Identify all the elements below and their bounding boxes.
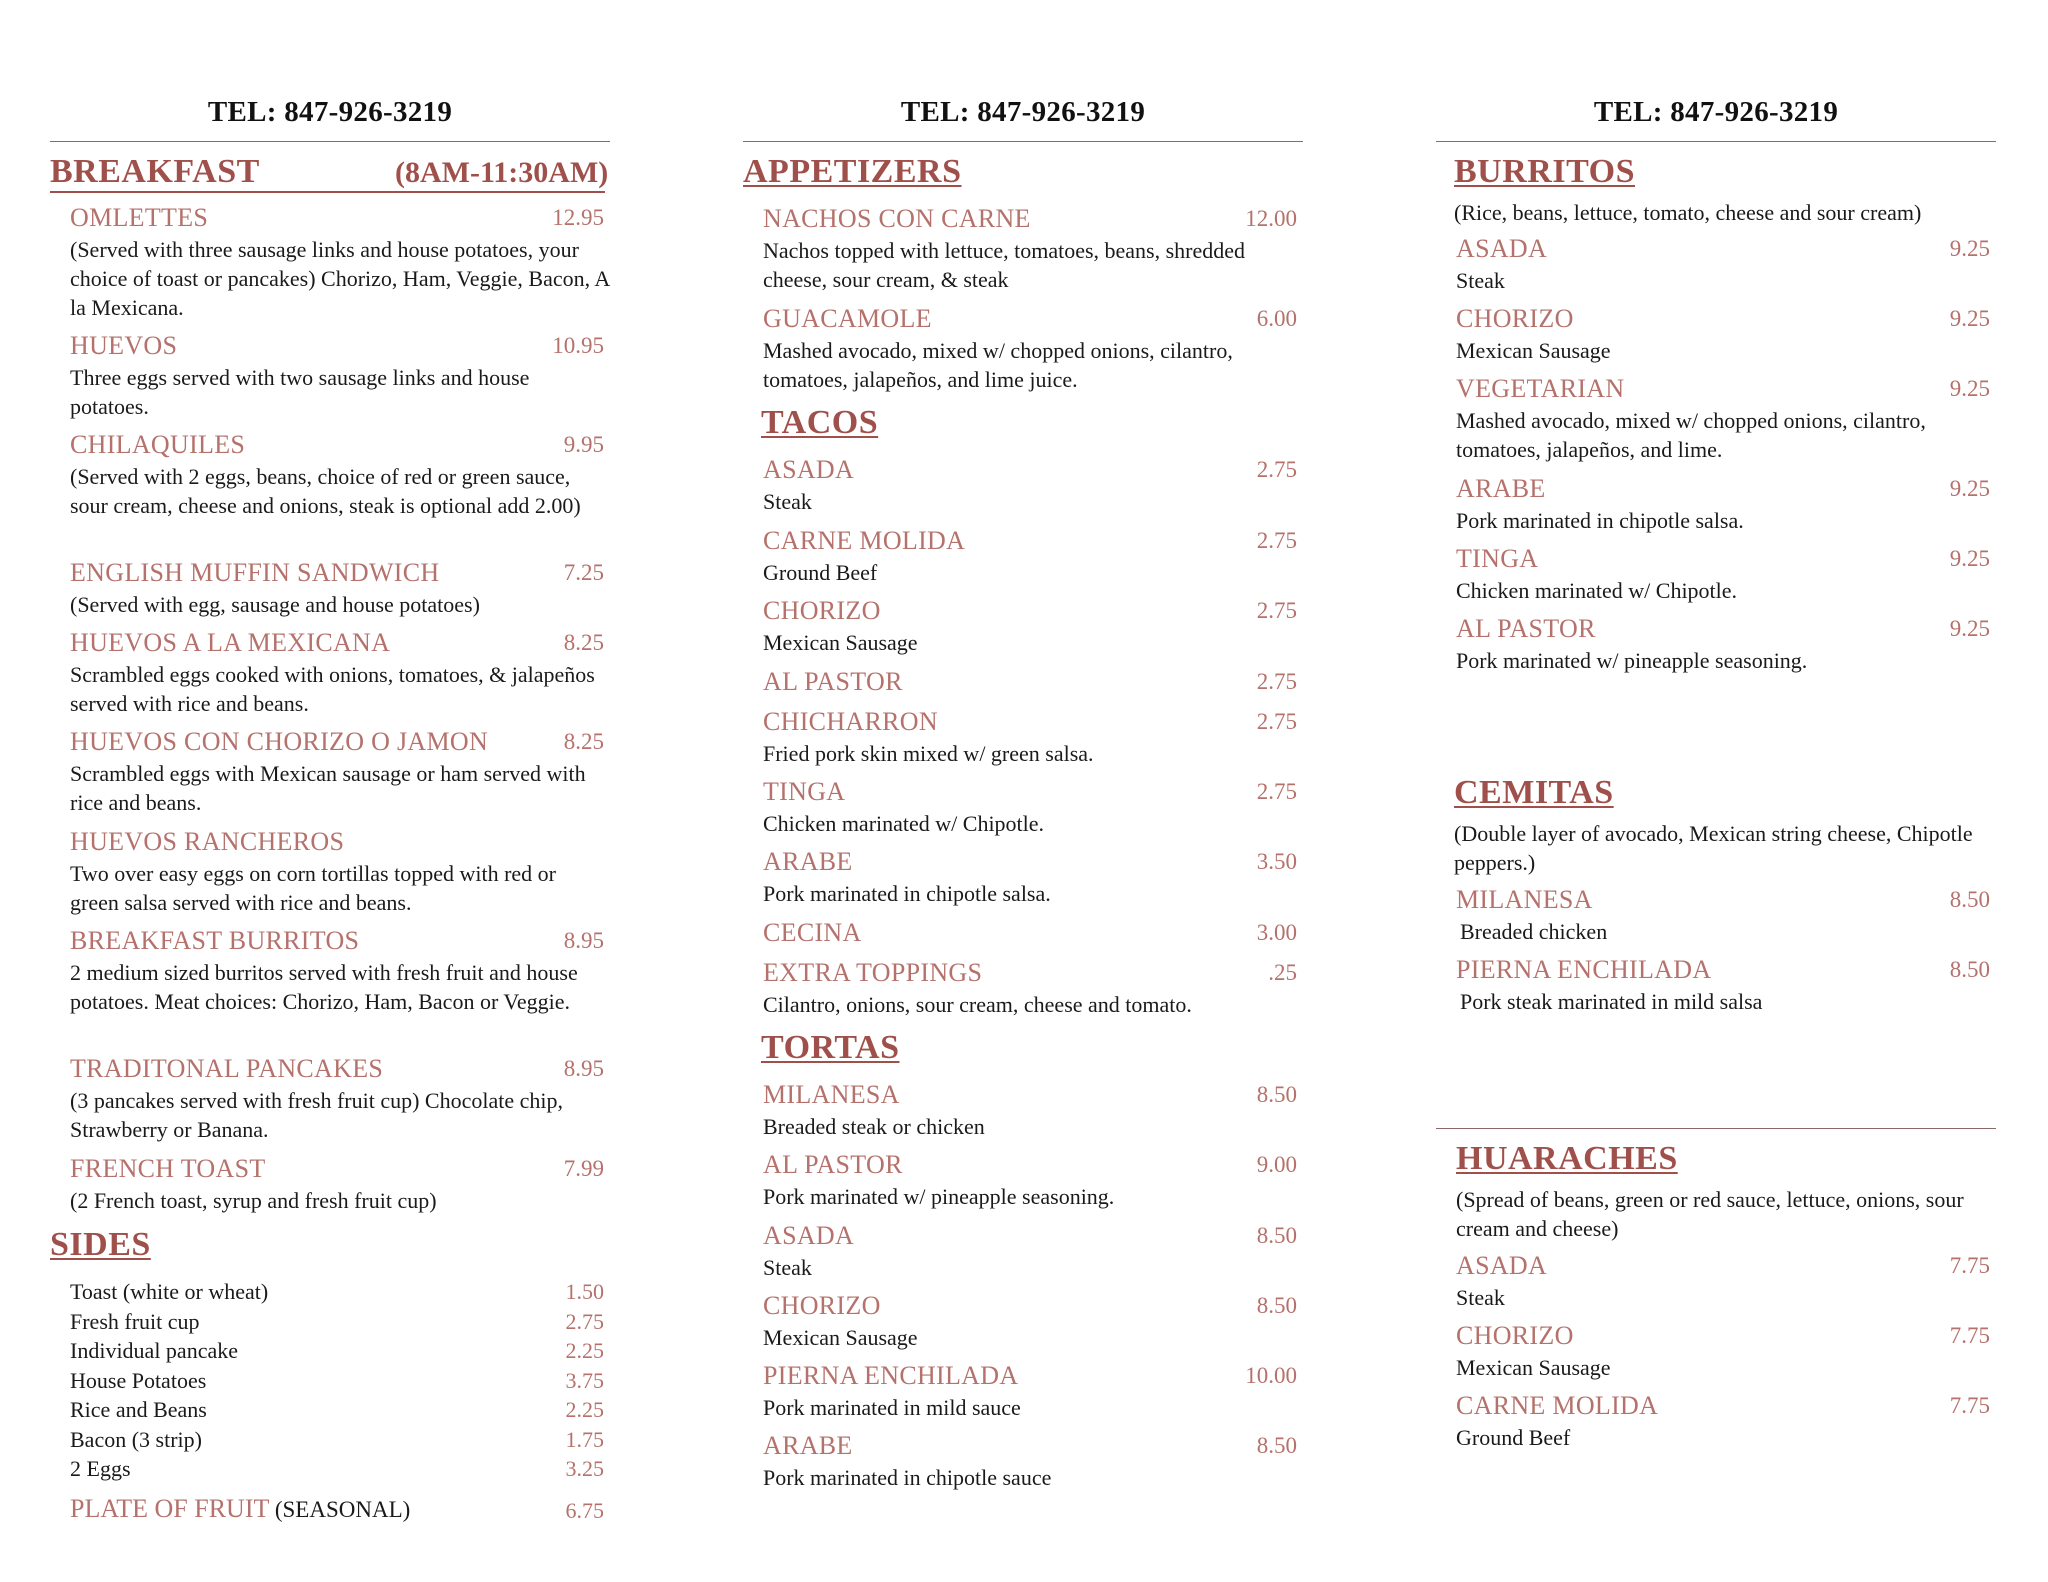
item-name: GUACAMOLE	[763, 304, 932, 333]
item-description: Steak	[1456, 1285, 1505, 1310]
section-title-breakfast: BREAKFAST	[50, 153, 260, 190]
divider	[743, 141, 1303, 142]
menu-item	[70, 1054, 610, 1144]
section-note: (Double layer of avocado, Mexican string cheese, Chipotle peppers.)	[1454, 821, 1973, 875]
list-item	[70, 1456, 610, 1486]
item-name: NACHOS CON CARNE	[763, 204, 1031, 233]
side-price: 6.75	[565, 1498, 604, 1523]
menu-item	[763, 304, 1303, 394]
item-description: Cilantro, onions, sour cream, cheese and tomato.	[763, 992, 1192, 1017]
section-title-appetizers: APPETIZERS	[743, 153, 962, 190]
item-description: (2 French toast, syrup and fresh fruit cup)	[70, 1188, 437, 1213]
item-name: HUEVOS CON CHORIZO O JAMON	[70, 727, 489, 756]
menu-item	[1456, 374, 1996, 464]
list-item	[70, 1279, 610, 1309]
menu-item	[1456, 234, 1996, 295]
item-price: 8.50	[1949, 887, 1990, 912]
item-price: 7.75	[1949, 1323, 1990, 1348]
section-title-sides: SIDES	[50, 1226, 151, 1263]
menu-item	[1456, 304, 1996, 365]
menu-item	[1456, 614, 1996, 675]
side-price: 3.25	[565, 1456, 604, 1481]
menu-item	[70, 926, 610, 1016]
item-name: CARNE MOLIDA	[1456, 1391, 1659, 1420]
item-name: ASADA	[1456, 1251, 1548, 1280]
side-price: 2.25	[565, 1338, 604, 1363]
item-name: AL PASTOR	[1456, 614, 1596, 643]
item-name: AL PASTOR	[763, 667, 903, 696]
menu-item	[70, 203, 610, 322]
list-item-plate-of-fruit	[70, 1494, 610, 1524]
item-description: Nachos topped with lettuce, tomatoes, beans, shredded cheese, sour cream, & steak	[763, 238, 1246, 292]
item-name: TINGA	[1456, 544, 1539, 573]
item-name: ARABE	[1456, 474, 1546, 503]
menu-item	[70, 331, 610, 421]
item-description: Mexican Sausage	[1456, 338, 1611, 363]
section-title-huaraches: HUARACHES	[1456, 1140, 1678, 1177]
side-name: Rice and Beans	[70, 1397, 207, 1422]
plate-name: PLATE OF FRUIT	[70, 1494, 270, 1523]
item-name: HUEVOS A LA MEXICANA	[70, 628, 391, 657]
item-price: 2.75	[1256, 528, 1297, 553]
menu-item	[1456, 1251, 1996, 1312]
item-name: MILANESA	[763, 1080, 900, 1109]
item-price: 2.75	[1256, 598, 1297, 623]
menu-column-burritos	[1436, 0, 1996, 1582]
section-title-tortas: TORTAS	[761, 1029, 900, 1066]
item-description: (Served with three sausage links and house potatoes, your choice of toast or pancakes) Chorizo, Ham, Veggie, Bacon, A la Mexicana.	[70, 237, 610, 320]
item-name: CARNE MOLIDA	[763, 526, 966, 555]
section-note: (Rice, beans, lettuce, tomato, cheese and sour cream)	[1454, 200, 1922, 225]
item-name: CECINA	[763, 918, 862, 947]
item-name: EXTRA TOPPINGS	[763, 958, 983, 987]
item-description: 2 medium sized burritos served with fresh fruit and house potatoes. Meat choices: Chorizo, Ham, Bacon or Veggie.	[70, 960, 578, 1014]
side-price: 2.75	[565, 1309, 604, 1334]
item-price: 8.25	[563, 729, 604, 754]
item-name: MILANESA	[1456, 885, 1593, 914]
item-price: 9.00	[1256, 1152, 1297, 1177]
item-price: 9.25	[1949, 616, 1990, 641]
item-description: Two over easy eggs on corn tortillas topped with red or green salsa served with rice and beans.	[70, 861, 557, 915]
menu-item	[763, 204, 1303, 294]
item-price: 7.75	[1949, 1253, 1990, 1278]
item-price: 10.95	[552, 333, 604, 358]
item-description: (3 pancakes served with fresh fruit cup) Chocolate chip, Strawberry or Banana.	[70, 1088, 563, 1142]
section-note: (Spread of beans, green or red sauce, lettuce, onions, sour cream and cheese)	[1456, 1187, 1964, 1241]
list-item	[70, 1368, 610, 1398]
item-description: Pork steak marinated in mild salsa	[1460, 989, 1763, 1014]
item-price: 9.95	[563, 432, 604, 457]
item-description: Pork marinated in chipotle salsa.	[1456, 508, 1744, 533]
item-name: ENGLISH MUFFIN SANDWICH	[70, 558, 440, 587]
item-description: Ground Beef	[1456, 1425, 1571, 1450]
item-name: CHILAQUILES	[70, 430, 246, 459]
item-name: ASADA	[1456, 234, 1548, 263]
list-item	[70, 1309, 610, 1339]
item-price: 3.00	[1256, 920, 1297, 945]
menu-item	[763, 596, 1303, 657]
menu-item	[70, 558, 610, 619]
item-description: Fried pork skin mixed w/ green salsa.	[763, 741, 1094, 766]
item-description: Chicken marinated w/ Chipotle.	[763, 811, 1045, 836]
item-description: (Served with 2 eggs, beans, choice of red or green sauce, sour cream, cheese and onions, steak is optional add 2.00)	[70, 464, 581, 518]
menu-item	[1456, 885, 1996, 946]
item-name: CHICHARRON	[763, 707, 938, 736]
item-name: ARABE	[763, 847, 853, 876]
menu-item	[763, 777, 1303, 838]
divider	[1436, 141, 1996, 142]
phone-number: TEL: 847-926-3219	[207, 96, 453, 128]
menu-item	[1456, 544, 1996, 605]
menu-item	[763, 918, 1303, 950]
item-description: Steak	[763, 489, 812, 514]
item-description: Scrambled eggs with Mexican sausage or ham served with rice and beans.	[70, 761, 586, 815]
phone-number: TEL: 847-926-3219	[900, 96, 1146, 128]
item-price: 7.25	[563, 560, 604, 585]
menu-item	[1456, 1321, 1996, 1382]
item-price: 9.25	[1949, 546, 1990, 571]
divider	[1436, 1128, 1996, 1129]
item-description: Mexican Sausage	[763, 1325, 918, 1350]
menu-item	[70, 827, 610, 917]
item-price: 7.75	[1949, 1393, 1990, 1418]
item-price: 2.75	[1256, 779, 1297, 804]
item-description: Breaded chicken	[1460, 919, 1608, 944]
item-price: .25	[1268, 960, 1297, 985]
item-price: 8.50	[1949, 957, 1990, 982]
item-price: 8.95	[563, 928, 604, 953]
menu-column-appetizers	[743, 0, 1303, 1582]
item-description: Steak	[763, 1255, 812, 1280]
side-name: Fresh fruit cup	[70, 1309, 200, 1334]
side-price: 1.50	[565, 1279, 604, 1304]
item-description: (Served with egg, sausage and house potatoes)	[70, 592, 480, 617]
side-name: Bacon (3 strip)	[70, 1427, 202, 1452]
item-description: Mashed avocado, mixed w/ chopped onions, cilantro, tomatoes, jalapeños, and lime.	[1456, 408, 1926, 462]
item-description: Steak	[1456, 268, 1505, 293]
item-description: Chicken marinated w/ Chipotle.	[1456, 578, 1738, 603]
item-description: Pork marinated in chipotle sauce	[763, 1465, 1052, 1490]
item-description: Pork marinated in mild sauce	[763, 1395, 1021, 1420]
item-name: CHORIZO	[1456, 304, 1574, 333]
item-name: TINGA	[763, 777, 846, 806]
item-name: VEGETARIAN	[1456, 374, 1625, 403]
menu-item	[763, 667, 1303, 699]
item-name: OMLETTES	[70, 203, 209, 232]
menu-item	[763, 1221, 1303, 1282]
item-description: Pork marinated w/ pineapple seasoning.	[763, 1184, 1115, 1209]
item-name: FRENCH TOAST	[70, 1154, 266, 1183]
item-price: 7.99	[563, 1156, 604, 1181]
menu-item	[1456, 474, 1996, 535]
item-description: Pork marinated w/ pineapple seasoning.	[1456, 648, 1808, 673]
item-price: 9.25	[1949, 236, 1990, 261]
menu-item	[763, 1361, 1303, 1422]
item-description: Pork marinated in chipotle salsa.	[763, 881, 1051, 906]
item-description: Scrambled eggs cooked with onions, tomatoes, & jalapeños served with rice and beans.	[70, 662, 595, 716]
list-item	[70, 1338, 610, 1368]
item-description: Breaded steak or chicken	[763, 1114, 985, 1139]
item-description: Mashed avocado, mixed w/ chopped onions, cilantro, tomatoes, jalapeños, and lime juice.	[763, 338, 1233, 392]
item-price: 2.75	[1256, 709, 1297, 734]
item-name: HUEVOS RANCHEROS	[70, 827, 345, 856]
side-name: House Potatoes	[70, 1368, 207, 1393]
item-name: CHORIZO	[763, 596, 881, 625]
side-name: Toast (white or wheat)	[70, 1279, 269, 1304]
menu-item	[763, 526, 1303, 587]
divider	[50, 141, 610, 142]
menu-item	[1456, 955, 1996, 1016]
item-name: CHORIZO	[1456, 1321, 1574, 1350]
item-price: 8.50	[1256, 1223, 1297, 1248]
side-name: Individual pancake	[70, 1338, 238, 1363]
item-name: AL PASTOR	[763, 1150, 903, 1179]
menu-item	[70, 628, 610, 718]
menu-item	[763, 958, 1303, 1019]
section-title-tacos: TACOS	[761, 404, 879, 441]
item-description: Mexican Sausage	[763, 630, 918, 655]
breakfast-hours: (8AM-11:30AM)	[395, 156, 609, 189]
item-name: HUEVOS	[70, 331, 178, 360]
item-price: 10.00	[1245, 1363, 1297, 1388]
item-price: 3.50	[1256, 849, 1297, 874]
item-name: ASADA	[763, 1221, 855, 1250]
menu-item	[763, 1431, 1303, 1492]
menu-item	[763, 1080, 1303, 1141]
item-name: TRADITONAL PANCAKES	[70, 1054, 384, 1083]
menu-item	[70, 727, 610, 817]
side-name: 2 Eggs	[70, 1456, 131, 1481]
item-name: ARABE	[763, 1431, 853, 1460]
item-name: CHORIZO	[763, 1291, 881, 1320]
item-price: 8.25	[563, 630, 604, 655]
item-price: 8.50	[1256, 1433, 1297, 1458]
item-name: BREAKFAST BURRITOS	[70, 926, 360, 955]
item-price: 9.25	[1949, 476, 1990, 501]
item-name: PIERNA ENCHILADA	[1456, 955, 1712, 984]
item-price: 8.50	[1256, 1082, 1297, 1107]
side-price: 3.75	[565, 1368, 604, 1393]
menu-item	[70, 1154, 610, 1215]
menu-item	[763, 1150, 1303, 1211]
item-name: PIERNA ENCHILADA	[763, 1361, 1019, 1390]
menu-item	[763, 847, 1303, 908]
list-item	[70, 1427, 610, 1457]
item-price: 12.95	[552, 205, 604, 230]
item-description: Three eggs served with two sausage links and house potatoes.	[70, 365, 530, 419]
item-price: 12.00	[1245, 206, 1297, 231]
section-underline	[50, 191, 605, 193]
side-price: 2.25	[565, 1397, 604, 1422]
item-price: 9.25	[1949, 306, 1990, 331]
menu-column-breakfast	[50, 0, 610, 1582]
item-price: 8.50	[1256, 1293, 1297, 1318]
item-price: 8.95	[563, 1056, 604, 1081]
section-title-cemitas: CEMITAS	[1454, 774, 1614, 811]
menu-item	[763, 707, 1303, 768]
phone-number: TEL: 847-926-3219	[1593, 96, 1839, 128]
menu-item	[70, 430, 610, 520]
item-price: 6.00	[1256, 306, 1297, 331]
side-price: 1.75	[565, 1427, 604, 1452]
item-name: ASADA	[763, 455, 855, 484]
menu-item	[763, 1291, 1303, 1352]
plate-note: (SEASONAL)	[274, 1497, 411, 1522]
item-price: 9.25	[1949, 376, 1990, 401]
menu-item	[1456, 1391, 1996, 1452]
item-description: Ground Beef	[763, 560, 878, 585]
item-price: 2.75	[1256, 669, 1297, 694]
item-description: Mexican Sausage	[1456, 1355, 1611, 1380]
item-price: 2.75	[1256, 457, 1297, 482]
section-title-burritos: BURRITOS	[1454, 153, 1635, 190]
menu-item	[763, 455, 1303, 516]
list-item	[70, 1397, 610, 1427]
